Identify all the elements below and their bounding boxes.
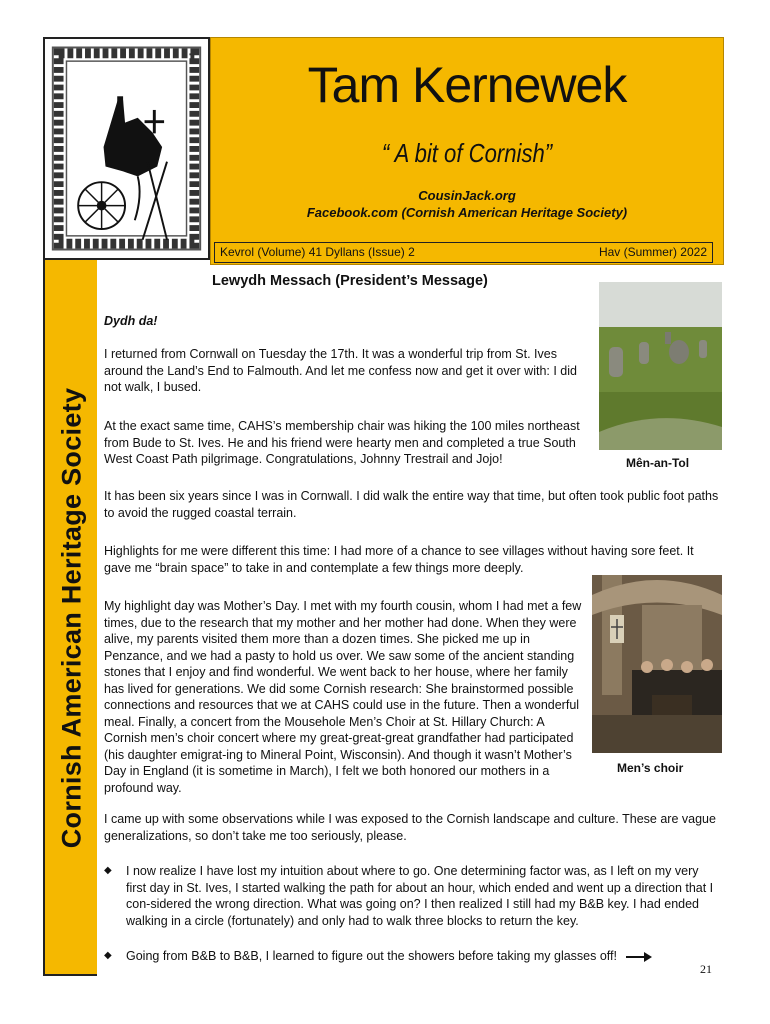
photo-caption-mens-choir: Men’s choir — [617, 761, 684, 775]
sidebar-band — [43, 260, 97, 976]
newsletter-title: Tam Kernewek — [307, 57, 627, 113]
newsletter-subtitle: “ A bit of Cornish” — [381, 138, 553, 168]
article-greeting: Dydh da! — [104, 314, 158, 328]
issue-label: Kevrol (Volume) 41 Dyllans (Issue) 2 — [220, 245, 415, 259]
bullet-text: Going from B&B to B&B, I learned to figure out the showers before taking my glasses off! — [126, 949, 617, 963]
photo-men-an-tol — [599, 282, 722, 450]
facebook-link[interactable]: Facebook.com (Cornish American Heritage Society) — [306, 205, 628, 220]
observations-list — [104, 863, 719, 984]
celtic-knot-logo-icon — [45, 39, 208, 258]
paragraph-2: At the exact same time, CAHS’s membership chair was hiking the 100 miles northeast from Bude to St. Ives. He and his friend were hearty men and completed a true South West Coast Path pilgrimage. Congratulations, Johnny Trestrail and Jojo! — [104, 419, 580, 466]
page-number: 21 — [700, 962, 712, 976]
paragraph-6: I came up with some observations while I was exposed to the Cornish landscape and culture. These are vague generalizations, so don’t take me too seriously, please. — [104, 812, 716, 843]
website-link[interactable]: CousinJack.org — [418, 188, 516, 203]
standing-stones-image — [599, 282, 722, 450]
society-logo — [43, 37, 210, 260]
photo-caption-men-an-tol: Mên-an-Tol — [626, 456, 690, 470]
article-heading: Lewydh Messach (President’s Message) — [212, 273, 488, 289]
paragraph-5: My highlight day was Mother’s Day. I met with my fourth cousin, whom I had met a few times, due to the research that my mother and her mother had done. When they were alive, my parents visited them more than a dozen times. She picked me up in Penzance, and we had a pasty to hold us over. We saw some of the ancient standing stones that I enjoy and find wonderful. We went back to her house, where her family has lived for generations. We did some Cornish research: She brainstormed possible connections and resources that we at CAHS could use in the future. Then a wonderful meal. Finally, a concert from the Mousehole Men’s Choir at St. Hillary Church: A Cornish men’s choir concert where my great-great-great grandfather had participated (his daughter emigrat-ing to Mineral Point, Wisconsin). And though it wasn’t Mother’s Day in England (it is sometime in March), I felt we both honored our mothers in a profound way. — [104, 599, 582, 795]
paragraph-1: I returned from Cornwall on Tuesday the 17th. It was a wonderful trip from St. Ives around the Land’s End to Falmouth. And let me confess now and get it over with: I did not walk, I bused. — [104, 347, 577, 394]
list-item — [104, 863, 719, 929]
diamond-bullet-icon: ◆ — [104, 865, 112, 876]
church-choir-image — [592, 575, 722, 753]
arrow-right-icon — [626, 952, 652, 962]
diamond-bullet-icon: ◆ — [104, 950, 112, 961]
masthead — [210, 37, 724, 265]
paragraph-4: Highlights for me were different this time: I had more of a chance to see villages without having sore feet. It gave me “brain space” to take in and contemplate a few things more deeply. — [104, 544, 694, 575]
issue-bar — [214, 242, 713, 263]
list-item — [104, 948, 719, 965]
bullet-text: I now realize I have lost my intuition about where to go. One determining factor was, as I left on my very first day in St. Ives, I started walking the path for about an hour, which ended and went up a direction that I con-sidered the wrong direction. What was going on? I then realized I still had my B&B key. I had ended walking in a circle (fortunately) and only had to walk three blocks to return the key. — [126, 864, 714, 928]
sidebar-org-name: Cornish American Heritage Society — [56, 387, 87, 849]
paragraph-3: It has been six years since I was in Cornwall. I did walk the entire way that time, but often took public foot paths to avoid the rugged coastal terrain. — [104, 489, 719, 520]
season-label: Hav (Summer) 2022 — [598, 245, 707, 259]
photo-mens-choir — [592, 575, 722, 753]
